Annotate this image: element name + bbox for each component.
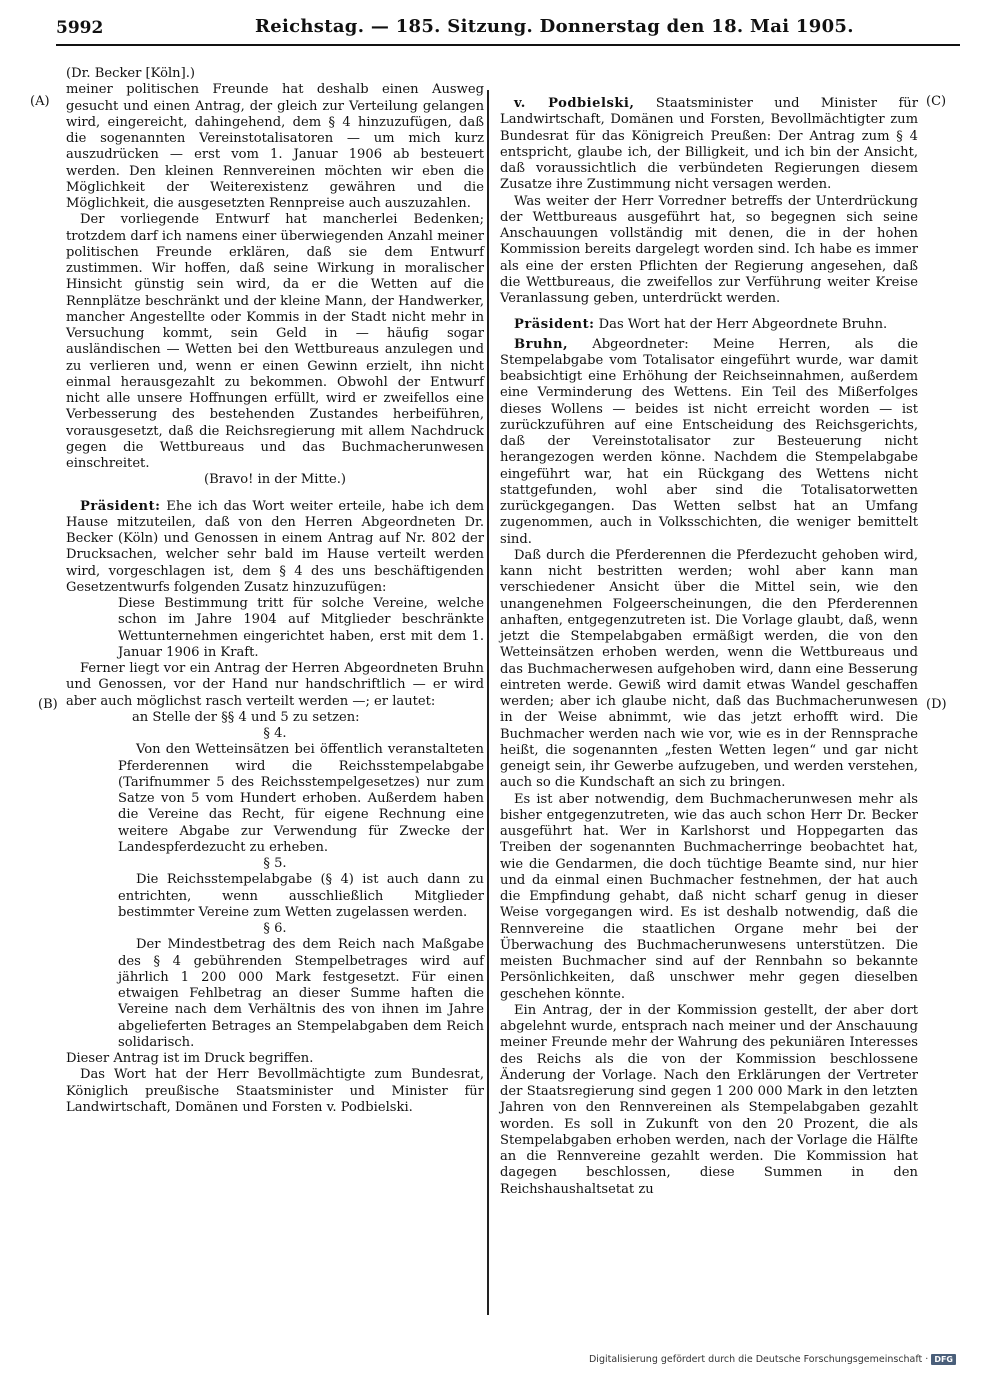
paragraph: Was weiter der Herr Vorredner betreffs der Unterdrückung der Wettbureaus ausgeführt hat, so begegnen sich seine Anschauungen vollständig mit denen, die in der hohen Kommission bereits dargelegt worden sind. Ich habe es immer als eine der ersten Pflichten der Regierung angesehen, daß die Wettbureaus, die zweifellos zur Verführung weiter Kreise Veranlassung geben, unterdrückt werden. [500, 193, 918, 306]
paragraph: Ferner liegt vor ein Antrag der Herren Abgeordneten Bruhn und Genossen, vor der Hand nur handschriftlich — er wird aber auch möglichst rasch verteilt werden —; er lautet: [66, 661, 484, 709]
paragraph: Ein Antrag, der in der Kommission gestellt, der aber dort abgelehnt wurde, entsprach nach meiner und der Anschauung meiner Freunde mehr der Wahrung des pekuniären Interesses des Reichs als die von der Kommission beschlossene Änderung der Vorlage. Nach den Erklärungen der Vertreter der Staatsregierung sind gegen 1 200 000 Mark in den letzten Jahren von den Rennvereinen als Stempelabgaben gezahlt worden. Es soll in Zukunft von den 20 Prozent, die als Stempelabgaben erhoben werden, nach der Vorlage die Hälfte an die Rennvereine gezahlt werden. Die Kommission hat dagegen beschlossen, diese Summen in den Reichshaushaltsetat zu [500, 1002, 918, 1197]
paragraph [500, 317, 918, 333]
margin-mark-c: (C) [926, 94, 947, 109]
dfg-logo: DFG [931, 1354, 956, 1365]
speaker-label: Präsident: [514, 317, 595, 333]
paragraph: Daß durch die Pferderennen die Pferdezucht gehoben wird, kann nicht bestritten werden; wohl aber kann man verschiedener Ansicht über die Mittel sein, wie den unangenehmen Folgeerscheinungen, die den Pferderennen anhaften, entgegenzutreten ist. Die Vorlage glaubt, daß, wenn jetzt die Stempelabgaben ermäßigt werden, die von den Wetteinsätzen erhoben werden, wenn die Wettbureaus und das Buchmacherwesen aufgehoben wird, dann eine Besserung eintreten werde. Gewiß wird damit etwas Wandel geschaffen werden; aber ich glaube nicht, daß das Buchmacherunwesen in der Weise abnimmt, wie das jetzt erhofft wird. Die Buchmacher werden nach wie vor, wie es in der Rennsprache heißt, die sogenannten „festen Wetten legen“ und gar nicht geneigt sein, ihr Gewerbe aufzugeben, und werden verstehen, auch so die Kundschaft an sich zu bringen. [500, 547, 918, 791]
speaker-label: v. Podbielski, [514, 96, 635, 111]
amendment-intro: an Stelle der §§ 4 und 5 zu setzen: [132, 709, 360, 725]
section-text: Von den Wetteinsätzen bei öffentlich veranstalteten Pferderennen wird die Reichsstempelabgabe (Tarifnummer 5 des Reichsstempelgesetzes) nur zum Satze von 5 vom Hundert erhoben. Außerdem haben die Vereine das Recht, für eigene Rechnung eine weitere Abgabe zur Verwendung für Zwecke der Landespferdezucht zu erheben. [118, 742, 484, 855]
paragraph: Es ist aber notwendig, dem Buchmacherunwesen mehr als bisher entgegenzutreten, wie das auch schon Herr Dr. Becker ausgeführt hat. Wer in Karlshorst und Hoppegarten das Treiben der sogenannten Buchmacherringe beobachtet hat, wie die Gendarmen, die doch tüchtige Beamte sind, nur hier und da einmal einen Buchmacher festnehmen, der hat auch die Empfindung gehabt, daß nicht scharf genug in dieser Weise vorgegangen wird. Es ist deshalb notwendig, daß die Rennvereine die staatlichen Organe mehr bei der Überwachung des Buchmacherunwesens unterstützen. Die meisten Buchmacher sind auf der Rennbahn so bekannte Persönlichkeiten, daß unschwer mehr gegen dieselben geschehen könnte. [500, 791, 918, 1002]
speech-text: Ehe ich das Wort weiter erteile, habe ich dem Hause mitzuteilen, daß von den Herren Abgeordneten Dr. Becker (Köln) und Genossen in einem Antrag auf Nr. 802 der Drucksachen, welcher sehr bald im Hause verteilt werden wird, vorgeschlagen ist, dem § 4 des uns beschäftigenden Gesetzentwurfs folgenden Zusatz hinzuzufügen: [66, 498, 484, 595]
speech-text: Abgeordneter: Meine Herren, als die Stempelabgabe vom Totalisator eingeführt wurde, war damit beabsichtigt eine Erhöhung der Reichseinnahmen, außerdem eine Verminderung des Wettens. Ein Teil des Mißerfolges dieses Wollens — beides ist nicht erreicht worden — ist zurückzuführen auf eine Entscheidung des Reichsgerichts, daß der Vereinstotalisator zur Besteuerung nicht herangezogen werden könne. Nachdem die Stempelabgabe eingeführt war, hat ein Rückgang des Wettens nicht stattgefunden, wohl aber sind die Totalisatorwetten zurückgegangen. Das Wetten selbst hat an Umfang zugenommen, auch in Volksschichten, die weniger bemittelt sind. [500, 336, 919, 547]
section-heading: § 6. [263, 921, 287, 936]
margin-mark-d: (D) [926, 697, 947, 712]
speaker-continuation: (Dr. Becker [Köln].) [66, 66, 195, 81]
paragraph [500, 337, 918, 548]
speech-text: Staatsminister und Minister für Landwirtschaft, Domänen und Forsten, Bevollmächtigter zum Bundesrat für das Königreich Preußen: Der Antrag zum § 4 entspricht, glaube ich, der Billigkeit, und ich bin der Ansicht, daß voraussichtlich die verbündeten Regierungen diesem Zusatze ihre Zustimmung nicht versagen werden. [500, 96, 918, 193]
margin-mark-b: (B) [38, 697, 58, 712]
left-column [66, 66, 484, 1116]
speaker-label: Bruhn, [514, 336, 569, 352]
paragraph [500, 96, 918, 194]
section-text: Der Mindestbetrag des dem Reich nach Maßgabe des § 4 gebührenden Stempelbetrages wird auf jährlich 1 200 000 Mark festgesetzt. Für einen etwaigen Fehlbetrag an dieser Summe haften die Vereine nach dem Verhältnis des von ihnen im Jahre abgelieferten Betrages an Stempelabgaben dem Reich solidarisch. [118, 937, 484, 1050]
applause-note: (Bravo! in der Mitte.) [204, 472, 346, 488]
column-divider [487, 90, 489, 1315]
section-heading: § 5. [263, 856, 287, 871]
paragraph [66, 499, 484, 597]
paragraph: Der vorliegende Entwurf hat mancherlei Bedenken; trotzdem darf ich namens einer überwiegenden Anzahl meiner politischen Freunde erklären, daß sie dem Entwurf zustimmen. Wir hoffen, daß seine Wirkung in moralischer Hinsicht günstig sein wird, da er die Wetten auf die Rennplätze beschränkt und der kleine Mann, der Handwerker, mancher Angestellte oder Kommis in der Stadt nicht mehr in Versuchung kommt, sein Geld in — häufig sogar ausländischen — Wetten bei den Wettbureaus anzulegen und zu verlieren und, wenn er einen Gewinn erzielt, ihn nicht einmal herausgezahlt zu bekommen. Obwohl der Entwurf nicht alle unsere Hoffnungen erfüllt, wird er zweifellos eine Verbesserung des bestehenden Zustandes herbeiführen, vorausgesetzt, daß die Reichsregierung mit allem Nachdruck gegen die Wettbureaus und das Buchmacherunwesen einschreitet. [66, 212, 484, 471]
section-text: Die Reichsstempelabgabe (§ 4) ist auch dann zu entrichten, wenn ausschließlich Mitglieder bestimmter Vereine zum Wetten zugelassen werden. [118, 872, 484, 920]
speech-text: Das Wort hat der Herr Abgeordnete Bruhn. [598, 317, 888, 333]
right-column [500, 96, 918, 1198]
digitization-credit [589, 1354, 956, 1365]
section-heading: § 4. [263, 726, 287, 741]
speaker-label: Präsident: [80, 498, 161, 514]
page-number: 5992 [56, 18, 104, 38]
running-head: Reichstag. — 185. Sitzung. Donnerstag den 18. Mai 1905. [255, 16, 854, 37]
quoted-amendment: Diese Bestimmung tritt für solche Vereine, welche schon im Jahre 1904 auf Mitglieder beschränkte Wettunternehmen eingerichtet haben, erst mit dem 1. Januar 1906 in Kraft. [118, 596, 484, 660]
credit-text: Digitalisierung gefördert durch die Deutsche Forschungsgemeinschaft · [588, 1354, 929, 1365]
header-rule [56, 44, 960, 46]
paragraph: meiner politischen Freunde hat deshalb einen Ausweg gesucht und einen Antrag, der gleich zur Verteilung gelangen wird, eingereicht, dahingehend, dem § 4 hinzuzufügen, daß die sogenannten Vereinstotalisatoren — um mich kurz auszudrücken — erst vom 1. Januar 1906 ab besteuert werden. Den kleinen Rennvereinen möchten wir eben die Möglichkeit der Weiterexistenz gewähren und die Möglichkeit, die ausgesetzten Rennpreise auch auszuzahlen. [66, 82, 484, 211]
margin-mark-a: (A) [30, 94, 50, 109]
paragraph: Dieser Antrag ist im Druck begriffen. [66, 1051, 314, 1066]
paragraph: Das Wort hat der Herr Bevollmächtigte zum Bundesrat, Königlich preußische Staatsminister und Minister für Landwirtschaft, Domänen und Forsten v. Podbielski. [66, 1067, 484, 1115]
